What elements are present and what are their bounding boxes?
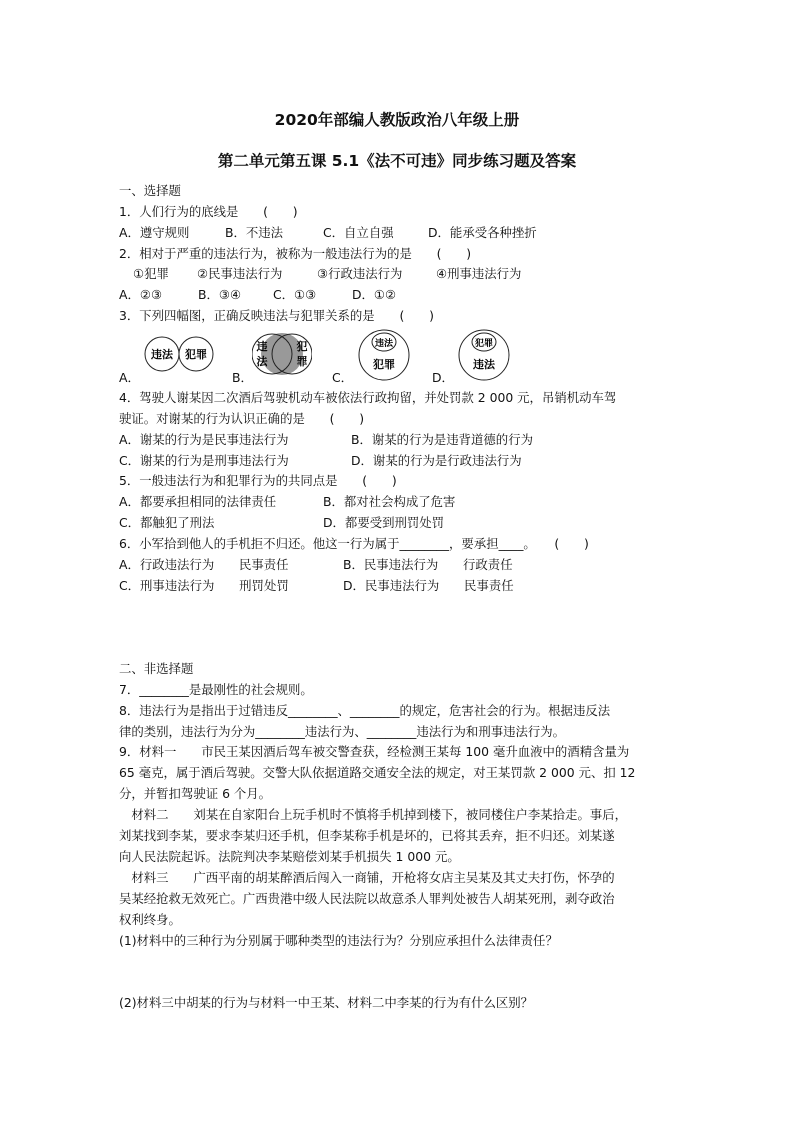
q5-option-c: C．都触犯了刑法 — [119, 515, 215, 530]
fig-d-label-inner: 犯罪 — [474, 339, 494, 349]
q3-figures — [119, 326, 679, 385]
q4-stem-line2: 驶证。对谢某的行为认识正确的是 ( ) — [119, 411, 365, 426]
q9-material3-line1: 材料三 广西平南的胡某醉酒后闯入一商铺，开枪将女店主吴某及其丈夫打伤，怀孕的 — [119, 870, 615, 885]
q6-option-b: B．民事违法行为 行政责任 — [343, 557, 513, 572]
q1-stem: 1．人们行为的底线是 ( ) — [119, 204, 298, 219]
q2-item-2: ②民事违法行为 — [197, 266, 283, 281]
q3-letter-c: C． — [332, 370, 354, 385]
q9-subquestion-2: (2)材料三中胡某的行为与材料一中王某、材料二中李某的行为有什么区别？ — [119, 995, 534, 1010]
fig-b-char-4: 罪 — [296, 355, 308, 368]
q3-letter-d: D． — [432, 370, 454, 385]
q2-item-3: ③行政违法行为 — [317, 266, 403, 281]
q3-letter-b: B． — [232, 370, 253, 385]
q5-option-d: D．都要受到刑罚处罚 — [323, 515, 445, 530]
q2-option-a: A．②③ — [119, 287, 163, 302]
q9-material1-line3: 分，并暂扣驾驶证 6 个月。 — [119, 786, 272, 801]
q9-material3-line3: 权利终身。 — [119, 912, 181, 927]
q2-item-1: ①犯罪 — [133, 266, 169, 281]
q3-stem: 3．下列四幅图，正确反映违法与犯罪关系的是 ( ) — [119, 308, 434, 323]
fig-d-label-outer: 违法 — [473, 358, 495, 371]
q1-option-b: B．不违法 — [225, 225, 284, 240]
fig-b-char-1: 违 — [256, 340, 268, 353]
q3-figure-b — [252, 328, 312, 380]
q2-option-b: B．③④ — [198, 287, 242, 302]
q1-option-a: A．遵守规则 — [119, 225, 190, 240]
q4-option-b: B．谢某的行为是违背道德的行为 — [351, 432, 533, 447]
fig-a-label-left: 违法 — [151, 348, 173, 361]
q5-stem: 5．一般违法行为和犯罪行为的共同点是 ( ) — [119, 473, 397, 488]
q2-stem: 2．相对于严重的违法行为，被称为一般违法行为的是 ( ) — [119, 246, 472, 261]
q2-option-c: C．①③ — [273, 287, 317, 302]
section1-heading: 一、选择题 — [119, 183, 181, 198]
fig-c-label-inner: 违法 — [374, 339, 394, 349]
q3-figure-d — [454, 328, 514, 382]
fig-c-label-outer: 犯罪 — [373, 358, 395, 371]
q6-stem: 6．小军拾到他人的手机拒不归还。他这一行为属于________，要承担____。 ( ) — [119, 536, 589, 551]
fig-d-circle-outer — [459, 330, 509, 380]
fig-b-char-2: 法 — [256, 355, 268, 368]
q9-subquestion-1: (1)材料中的三种行为分别属于哪种类型的违法行为？分别应承担什么法律责任？ — [119, 933, 558, 948]
q6-option-d: D．民事违法行为 民事责任 — [343, 578, 514, 593]
q7-text: 7．________是最刚性的社会规则。 — [119, 682, 313, 697]
q9-material1-line1: 9．材料一 市民王某因酒后驾车被交警查获，经检测王某每 100 毫升血液中的酒精含量为 — [119, 744, 630, 759]
q2-item-4: ④刑事违法行为 — [436, 266, 522, 281]
q8-line2: 律的类别，违法行为分为________违法行为、________违法行为和刑事违法行为。 — [119, 724, 566, 739]
fig-b-char-3: 犯 — [296, 340, 308, 353]
q4-stem-line1: 4．驾驶人谢某因二次酒后驾驶机动车被依法行政拘留，并处罚款 2 000 元，吊销机动车驾 — [119, 390, 617, 405]
q8-line1: 8．违法行为是指出于过错违反________、________的规定，危害社会的行为。根据违反法 — [119, 703, 611, 718]
q4-option-d: D．谢某的行为是行政违法行为 — [351, 453, 522, 468]
q6-option-a: A．行政违法行为 民事责任 — [119, 557, 289, 572]
fig-a-label-right: 犯罪 — [185, 348, 207, 361]
q1-option-d: D．能承受各种挫折 — [428, 225, 537, 240]
fig-c-circle-outer — [359, 330, 409, 380]
q5-option-b: B．都对社会构成了危害 — [323, 494, 456, 509]
q6-option-c: C．刑事违法行为 刑罚处罚 — [119, 578, 289, 593]
doc-title-line2: 第二单元第五课 5.1《法不可违》同步练习题及答案 — [217, 152, 577, 170]
q3-figure-c — [354, 328, 414, 382]
q9-material2-line3: 向人民法院起诉。法院判决李某赔偿刘某手机损失 1 000 元。 — [119, 849, 460, 864]
q9-material2-line2: 刘某找到李某，要求李某归还手机，但李某称手机是坏的，已将其丢弃，拒不归还。刘某遂 — [119, 828, 615, 843]
doc-title-line1: 2020年部编人教版政治八年级上册 — [274, 111, 520, 129]
q1-option-c: C．自立自强 — [323, 225, 394, 240]
q9-material1-line2: 65 毫克，属于酒后驾驶。交警大队依据道路交通安全法的规定，对王某罚款 2 000 元、扣 12 — [119, 765, 636, 780]
q3-figure-a — [144, 330, 216, 378]
q3-letter-a: A． — [119, 370, 140, 385]
q9-material2-line1: 材料二 刘某在自家阳台上玩手机时不慎将手机掉到楼下，被同楼住户李某拾走。事后， — [119, 807, 628, 822]
q2-option-d: D．①② — [352, 287, 397, 302]
q5-option-a: A．都要承担相同的法律责任 — [119, 494, 277, 509]
q9-material3-line2: 吴某经抢救无效死亡。广西贵港中级人民法院以故意杀人罪判处被告人胡某死刑，剥夺政治 — [119, 891, 615, 906]
q4-option-a: A．谢某的行为是民事违法行为 — [119, 432, 289, 447]
q4-option-c: C．谢某的行为是刑事违法行为 — [119, 453, 289, 468]
section2-heading: 二、非选择题 — [119, 661, 194, 676]
